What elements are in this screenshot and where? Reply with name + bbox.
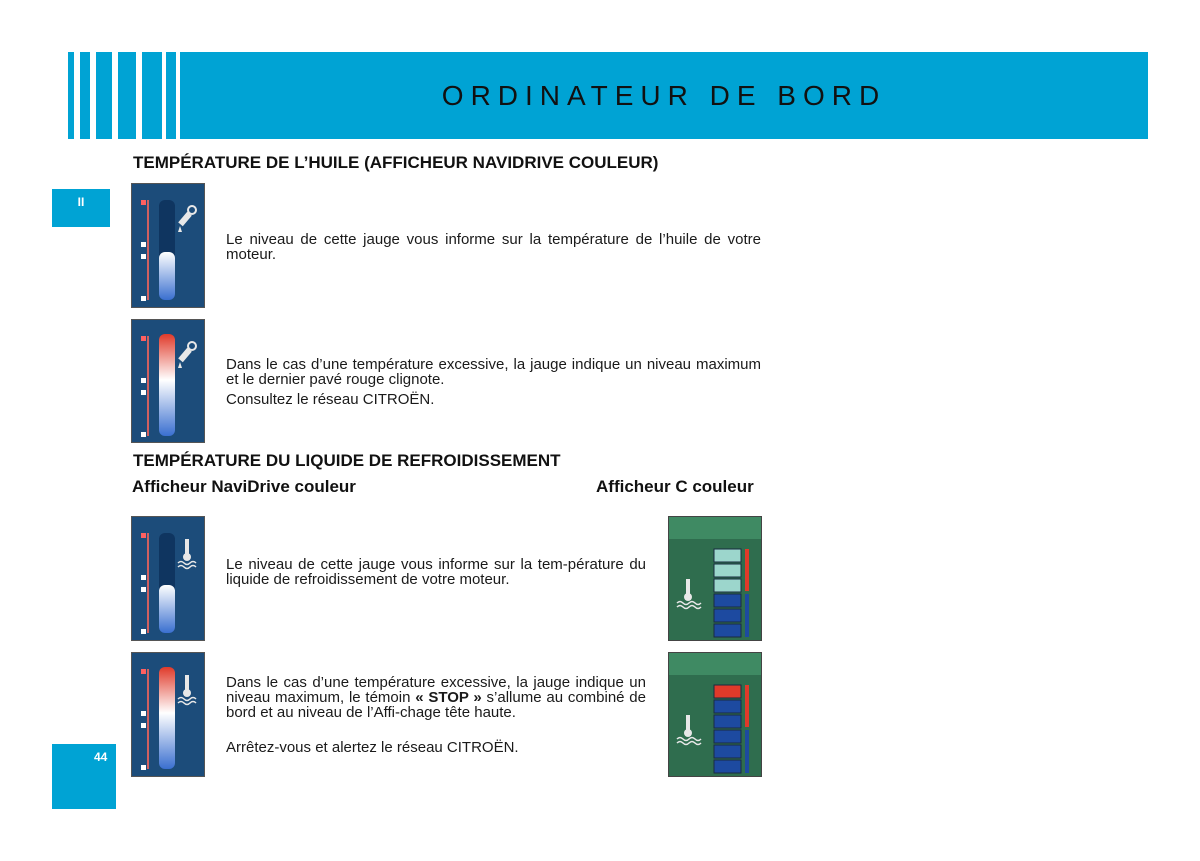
coolant-heading: TEMPÉRATURE DU LIQUIDE DE REFROIDISSEMENT [133, 451, 561, 470]
oil-can-icon [178, 342, 196, 368]
c-display-thermometer-icon [677, 579, 701, 609]
coolant-gauge-max-graphic [132, 653, 204, 776]
oil-excessive-text: Dans le cas d’une température excessive, la jauge indique un niveau maximum et le dernier pavé rouge clignote. [226, 356, 761, 388]
oil-heading: TEMPÉRATURE DE L’HUILE (AFFICHEUR NAVIDRIVE COULEUR) [133, 153, 659, 172]
c-display-max-graphic [669, 653, 761, 776]
coolant-gauge-normal-graphic [132, 517, 204, 640]
header-stripe [68, 52, 74, 139]
coolant-stop-text: Arrêtez-vous et alertez le réseau CITROËN. [226, 739, 519, 756]
c-display-segments [714, 549, 741, 637]
oil-gauge-max [131, 319, 205, 443]
oil-can-icon [178, 206, 196, 232]
c-display-normal-graphic [669, 517, 761, 640]
navidrive-label: Afficheur NaviDrive couleur [132, 477, 356, 496]
oil-gauge-normal [131, 183, 205, 308]
coolant-gauge-normal [131, 516, 205, 641]
chapter-tab: II [52, 189, 110, 227]
page-title: ORDINATEUR DE BORD [441, 80, 887, 111]
header-stripe [80, 52, 90, 139]
header-stripe [166, 52, 176, 139]
header-stripe [118, 52, 136, 139]
header-stripe [142, 52, 162, 139]
coolant-excessive-text-after: s’allume au combiné de bord et au niveau de l’Affi-chage tête haute. [226, 689, 646, 721]
oil-consult-text: Consultez le réseau CITROËN. [226, 391, 435, 408]
c-color-label: Afficheur C couleur [596, 477, 754, 496]
coolant-normal-text: Le niveau de cette jauge vous informe sur la tem-pérature du liquide de refroidissement de votre moteur. [226, 556, 646, 588]
coolant-excessive-text-before: Dans le cas d’une température excessive, la jauge indique un niveau maximum, le témoin [226, 674, 646, 706]
stop-label: « STOP » [415, 689, 482, 706]
coolant-thermometer-icon [178, 675, 196, 705]
oil-gauge-normal-graphic [132, 184, 204, 307]
coolant-excessive-text [226, 675, 646, 720]
c-display-normal [668, 516, 762, 641]
c-display-max [668, 652, 762, 777]
coolant-gauge-max [131, 652, 205, 777]
c-display-thermometer-icon [677, 715, 701, 745]
page-number: 44 [52, 744, 116, 809]
oil-normal-text: Le niveau de cette jauge vous informe sur la température de l’huile de votre moteur. [226, 231, 761, 263]
c-display-segments [714, 685, 741, 773]
header-stripe [96, 52, 112, 139]
coolant-thermometer-icon [178, 539, 196, 569]
oil-gauge-max-graphic [132, 320, 204, 442]
